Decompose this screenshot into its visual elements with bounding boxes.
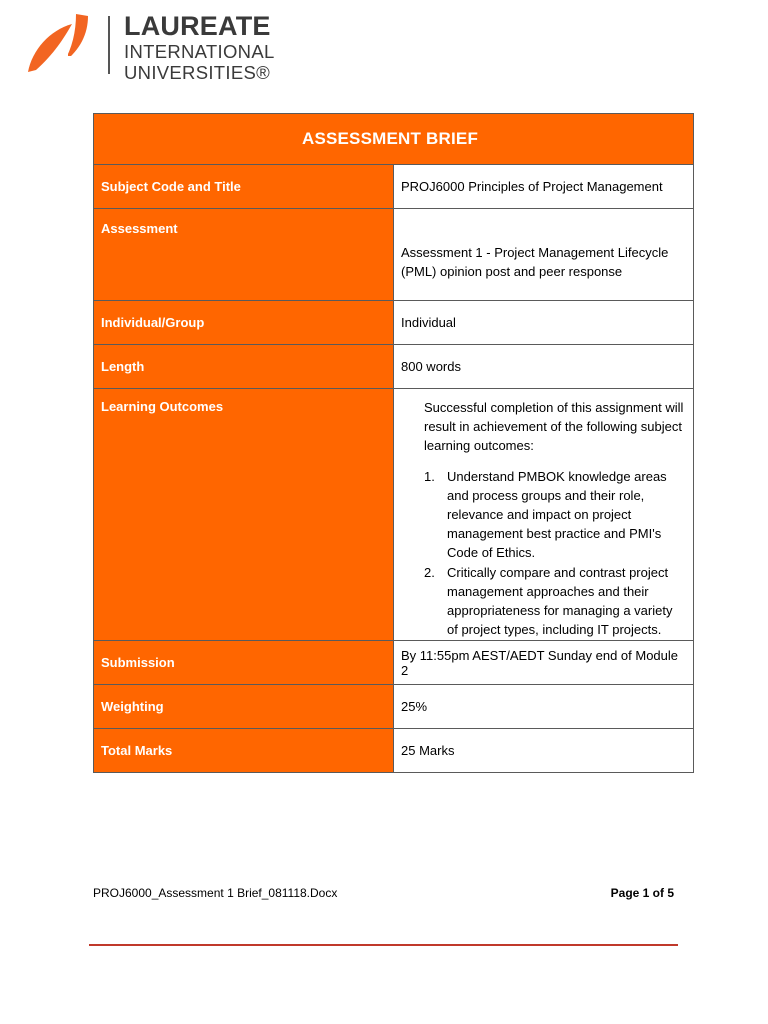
subject-label: Subject Code and Title (94, 165, 394, 209)
laureate-leaf-icon (24, 12, 92, 74)
total-value: 25 Marks (394, 729, 694, 773)
table-header-row (94, 114, 694, 165)
individual-label: Individual/Group (94, 301, 394, 345)
total-label: Total Marks (94, 729, 394, 773)
list-item (424, 563, 686, 639)
weighting-value: 25% (394, 685, 694, 729)
footer-page-number: Page 1 of 5 (610, 886, 674, 900)
laureate-logo (24, 11, 284, 83)
table-row (94, 165, 694, 209)
table-row (94, 685, 694, 729)
outcome-number: 2. (424, 565, 435, 580)
footer-filename: PROJ6000_Assessment 1 Brief_081118.Docx (93, 886, 338, 900)
table-row (94, 389, 694, 641)
length-label: Length (94, 345, 394, 389)
logo-wordmark (124, 12, 275, 82)
length-value: 800 words (394, 345, 694, 389)
outcomes-list (401, 467, 686, 639)
table-row (94, 729, 694, 773)
outcome-text: Critically compare and contrast project management approaches and their appropriateness for managing a variety of project types, including IT projects. (447, 565, 673, 637)
logo-line-2: INTERNATIONAL (124, 41, 275, 62)
outcomes-cell (394, 389, 694, 641)
outcomes-label: Learning Outcomes (94, 389, 394, 641)
outcome-number: 1. (424, 469, 435, 484)
logo-divider (108, 16, 110, 74)
table-row (94, 345, 694, 389)
table-row (94, 301, 694, 345)
assessment-label: Assessment (94, 209, 394, 301)
assessment-cell (394, 209, 694, 301)
outcomes-intro: Successful completion of this assignment will result in achievement of the following subject learning outcomes: (424, 400, 684, 453)
weighting-label: Weighting (94, 685, 394, 729)
submission-value: By 11:55pm AEST/AEDT Sunday end of Module 2 (394, 641, 694, 685)
list-item (424, 467, 686, 562)
submission-label: Submission (94, 641, 394, 685)
assessment-value: Assessment 1 - Project Management Lifecycle (PML) opinion post and peer response (401, 244, 669, 279)
logo-line-3: UNIVERSITIES® (124, 61, 271, 83)
assessment-brief-table (93, 113, 694, 773)
table-row (94, 641, 694, 685)
outcome-text: Understand PMBOK knowledge areas and process groups and their role, relevance and impact on project management best practice and PMI's Code of Ethics. (447, 469, 667, 560)
table-row (94, 209, 694, 301)
table-header: ASSESSMENT BRIEF (94, 114, 694, 165)
individual-value: Individual (394, 301, 694, 345)
subject-value: PROJ6000 Principles of Project Management (394, 165, 694, 209)
logo-line-1: LAUREATE (124, 11, 271, 41)
footer-rule (89, 944, 678, 946)
